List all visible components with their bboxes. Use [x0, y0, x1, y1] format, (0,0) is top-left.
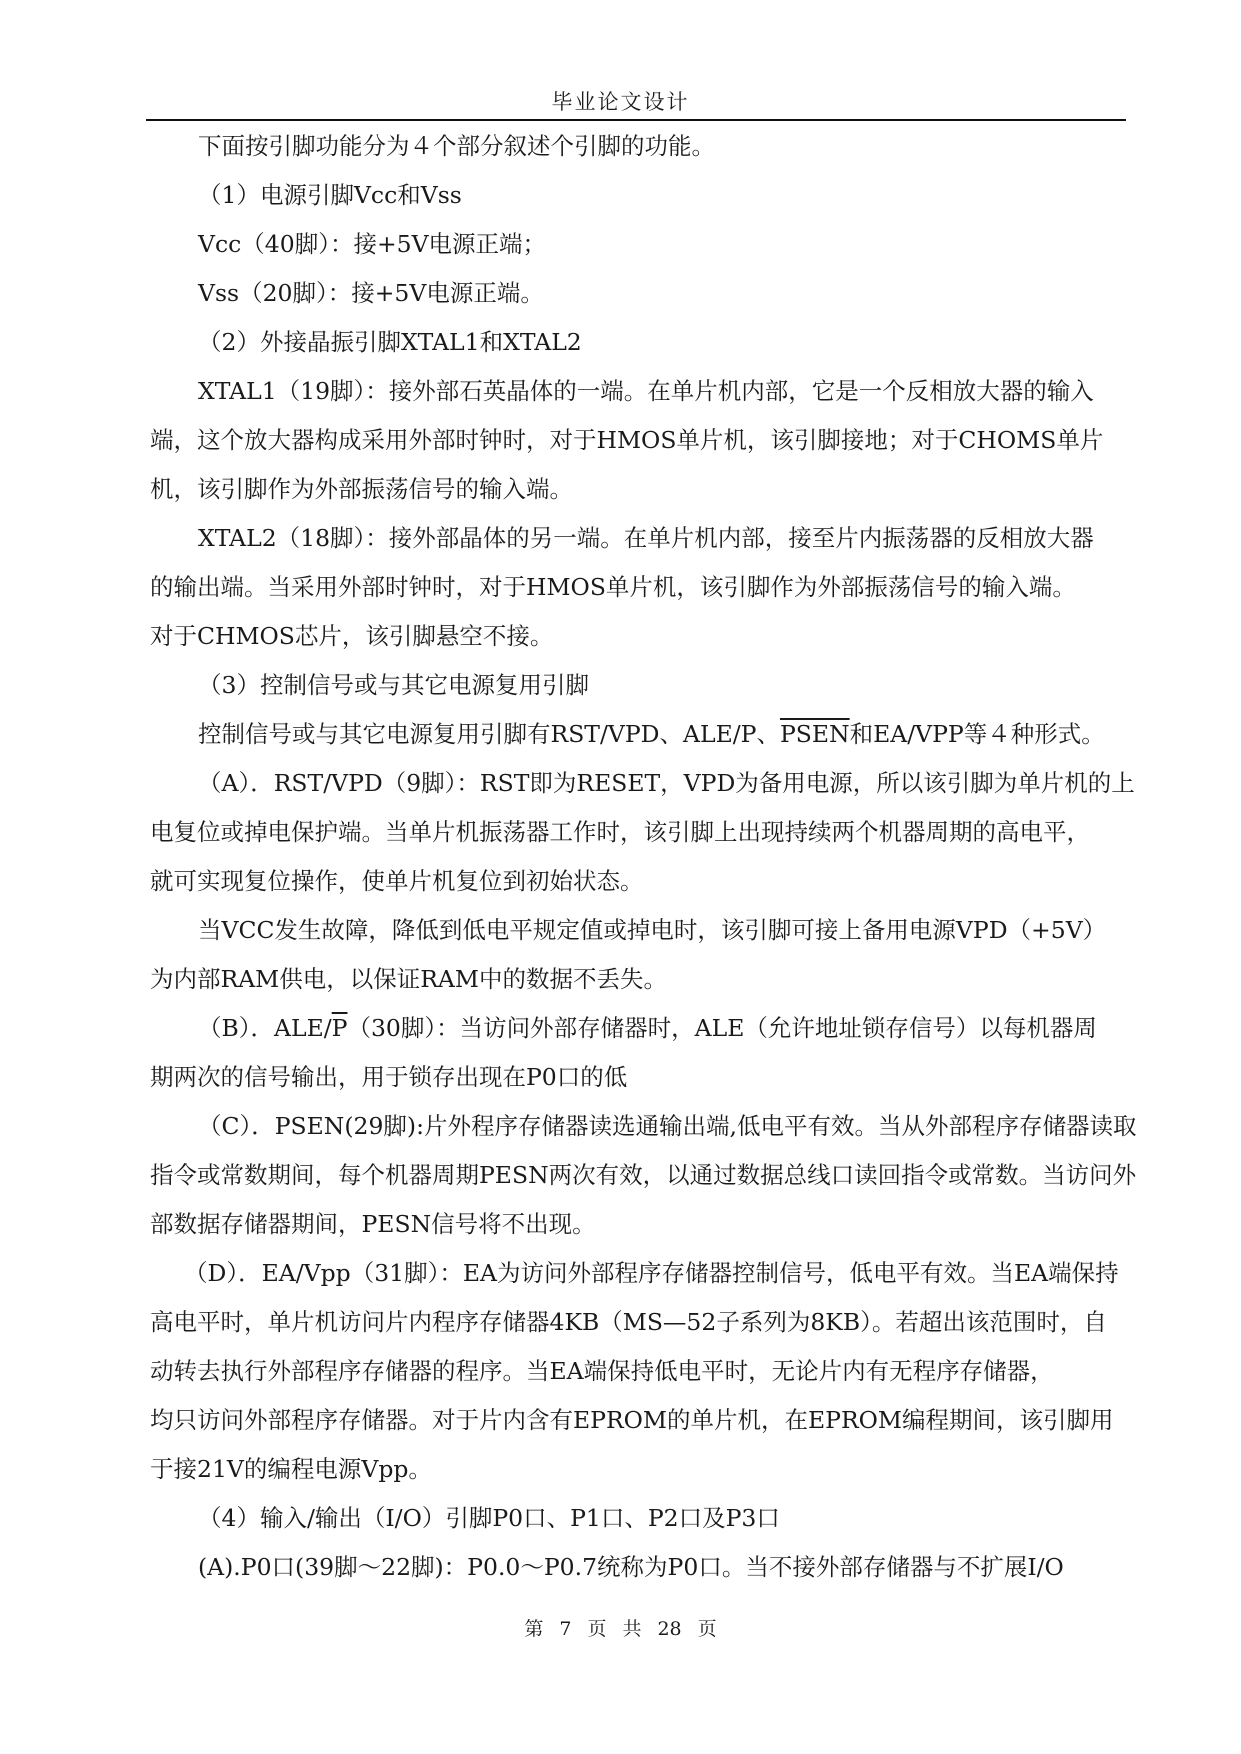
footer-total-pages: 28	[657, 1618, 682, 1640]
page-header-title: 毕业论文设计	[551, 90, 690, 114]
paragraph-line: 下面按引脚功能分为４个部分叙述个引脚的功能。	[198, 132, 715, 160]
paragraph-line: 指令或常数期间，每个机器周期PESN两次有效，以通过数据总线口读回指令或常数。当访问外	[150, 1161, 1137, 1189]
text-segment: 控制信号或与其它电源复用引脚有RST/VPD、ALE/P、	[198, 720, 780, 748]
paragraph-line: （1）电源引脚Vcc和Vss	[198, 181, 462, 209]
paragraph-line: 为内部RAM供电，以保证RAM中的数据不丢失。	[150, 965, 667, 993]
footer-ye2: 页	[697, 1618, 717, 1640]
paragraph-line-ale	[150, 1004, 1180, 1053]
paragraph-line: 当VCC发生故障，降低到低电平规定值或掉电时，该引脚可接上备用电源VPD（+5V）	[198, 916, 1107, 944]
paragraph-line: 就可实现复位操作，使单片机复位到初始状态。	[150, 867, 644, 895]
paragraph-line: 对于CHMOS芯片，该引脚悬空不接。	[150, 622, 554, 650]
page-footer	[0, 1614, 1241, 1641]
paragraph-line: 均只访问外部程序存储器。对于片内含有EPROM的单片机，在EPROM编程期间，该引脚用	[150, 1406, 1114, 1434]
footer-page-number: 7	[559, 1618, 572, 1640]
paragraph-line: Vss（20脚）：接+5V电源正端。	[198, 279, 544, 307]
text-segment: 和EA/VPP等４种形式。	[849, 720, 1105, 748]
paragraph-line: （3）控制信号或与其它电源复用引脚	[198, 671, 589, 699]
paragraph-line: 期两次的信号输出，用于锁存出现在P0口的低	[150, 1063, 628, 1091]
paragraph-line: XTAL1（19脚）：接外部石英晶体的一端。在单片机内部，它是一个反相放大器的输入	[198, 377, 1094, 405]
paragraph-line: （D）．EA/Vpp（31脚）：EA为访问外部程序存储器控制信号，低电平有效。当EA端保持	[184, 1259, 1119, 1287]
document-body	[150, 122, 1180, 1592]
paragraph-line: Vcc（40脚）：接+5V电源正端；	[198, 230, 547, 258]
header-divider	[146, 119, 1126, 121]
paragraph-line: （4）输入/输出（I/O）引脚P0口、P1口、P2口及P3口	[198, 1504, 780, 1532]
paragraph-line: （2）外接晶振引脚XTAL1和XTAL2	[198, 328, 582, 356]
text-segment: （B）．ALE/	[198, 1014, 332, 1042]
paragraph-line-control-signals	[150, 710, 1180, 759]
overlined-signal: PSEN	[779, 720, 850, 748]
paragraph-line: 的输出端。当采用外部时钟时，对于HMOS单片机，该引脚作为外部振荡信号的输入端。	[150, 573, 1076, 601]
paragraph-line: 电复位或掉电保护端。当单片机振荡器工作时，该引脚上出现持续两个机器周期的高电平，	[150, 818, 1090, 846]
text-segment: （30脚）：当访问外部存储器时，ALE（允许地址锁存信号）以每机器周	[347, 1014, 1097, 1042]
footer-di: 第	[524, 1618, 544, 1640]
paragraph-line: 高电平时，单片机访问片内程序存储器4KB（MS—52子系列为8KB）。若超出该范围时，自	[150, 1308, 1107, 1336]
paragraph-line: 动转去执行外部程序存储器的程序。当EA端保持低电平时，无论片内有无程序存储器，	[150, 1357, 1054, 1385]
paragraph-line: 机，该引脚作为外部振荡信号的输入端。	[150, 475, 573, 503]
paragraph-line: 端，这个放大器构成采用外部时钟时，对于HMOS单片机，该引脚接地；对于CHOMS单片	[150, 426, 1104, 454]
overlined-signal: $\overline{P}$	[331, 1014, 348, 1042]
footer-ye: 页	[587, 1618, 607, 1640]
footer-gong: 共	[622, 1618, 642, 1640]
paragraph-line: 于接21V的编程电源Vpp。	[150, 1455, 432, 1483]
paragraph-line: (A).P0口(39脚～22脚)：P0.0～P0.7统称为P0口。当不接外部存储器与不扩展I/O	[198, 1553, 1064, 1581]
paragraph-line: 部数据存储器期间，PESN信号将不出现。	[150, 1210, 596, 1238]
paragraph-line: （A）．RST/VPD（9脚）：RST即为RESET，VPD为备用电源，所以该引脚为单片机的上	[198, 769, 1135, 797]
paragraph-line: XTAL2（18脚）：接外部晶体的另一端。在单片机内部，接至片内振荡器的反相放大器	[198, 524, 1094, 552]
paragraph-line: （C）．PSEN(29脚):片外程序存储器读选通输出端,低电平有效。当从外部程序存储器读取	[198, 1112, 1137, 1140]
